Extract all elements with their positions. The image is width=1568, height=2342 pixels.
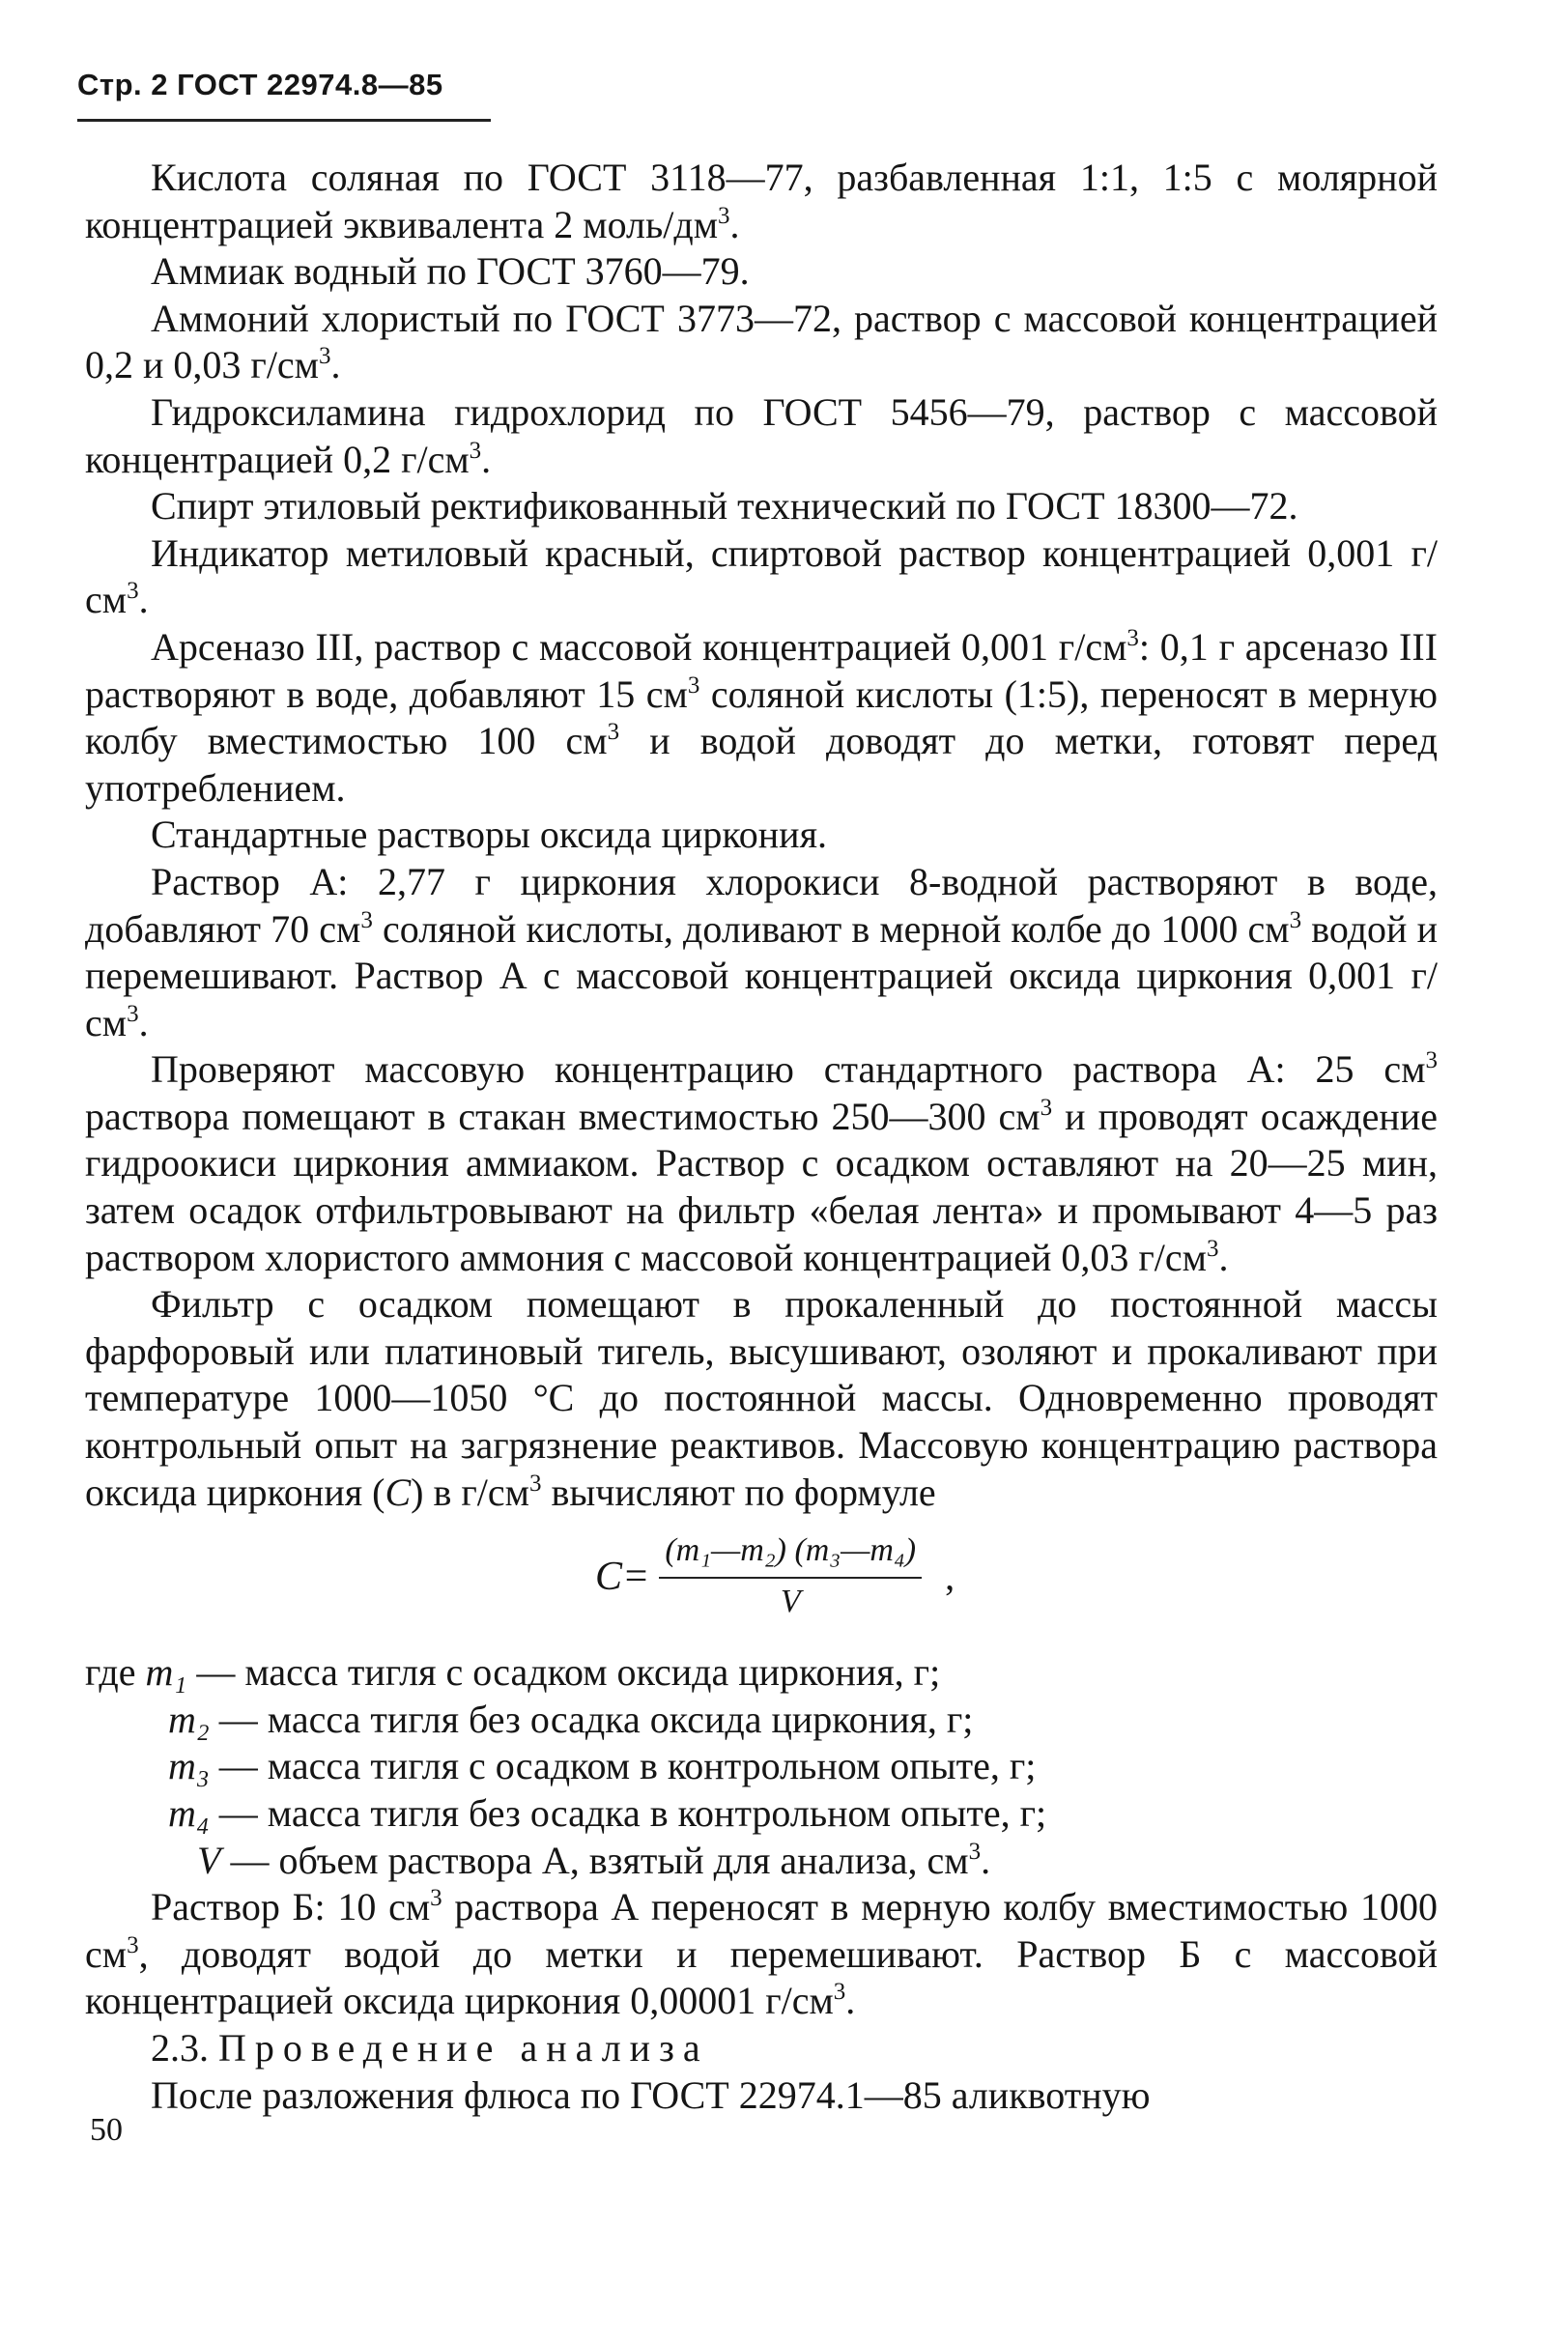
paragraph-solution-a: Раствор А: 2,77 г циркония хлорокиси 8-водной растворяют в воде, добавляют 70 $см^3$ соляной кислоты, доливают в мерной колбе до 1000 $см^3$ водой и перемешивают. Раствор А с массовой концентрацией оксида циркония 0,001 $г/см^3$. <box>85 859 1439 1044</box>
formula-fraction <box>659 1528 922 1625</box>
page-number: 50 <box>90 2112 123 2148</box>
paragraph-ammonia: Аммиак водный по ГОСТ 3760—79. <box>151 249 750 294</box>
paragraph-standard-solutions: Стандартные растворы оксида циркония. <box>151 813 827 857</box>
definition-v: V — объем раствора А, взятый для анализа, $см^3$. <box>197 1838 991 1882</box>
page-header: Стр. 2 ГОСТ 22974.8—85 <box>77 68 443 101</box>
formula-denominator: V <box>780 1583 801 1619</box>
definition-m3: m₃ — масса тигля с осадком в контрольном опыте, г; <box>168 1744 1037 1788</box>
formula-comma: , <box>945 1554 955 1598</box>
paragraph-methyl-red: Индикатор метиловый красный, спиртовой раствор концентрацией 0,001 $г/см^3$. <box>85 530 1438 622</box>
formula-numerator: (m₁—m₂) (m₃—m₄) <box>659 1528 922 1579</box>
definition-m2: m₂ — масса тигля без осадка оксида циркония, г; <box>168 1697 974 1741</box>
definition-m4: m₄ — масса тигля без осадка в контрольном опыте, г; <box>168 1791 1047 1835</box>
section-heading-2-3: 2.3. Проведение анализа <box>151 2025 709 2070</box>
concentration-formula <box>85 1528 1438 1620</box>
paragraph-filter-procedure: Фильтр с осадком помещают в прокаленный до постоянной массы фарфоровый или платиновый тигель, высушивают, озоляют и прокаливают при температуре 1000—1050 °С до постоянной массы. Одновременно проводят контрольный опыт на загрязнение реактивов. Массовую концентрацию раствора оксида циркония (С) в $г/см^3$ вычисляют по формуле <box>85 1282 1438 1514</box>
definition-m1: где m₁ — масса тигля с осадком оксида циркония, г; <box>85 1650 941 1695</box>
header-rule <box>77 119 491 122</box>
paragraph-analysis-start: После разложения флюса по ГОСТ 22974.1—85 аликвотную <box>151 2072 1151 2117</box>
paragraph-hydroxylamine: Гидроксиламина гидрохлорид по ГОСТ 5456—79, раствор с массовой концентрацией 0,2 $г/см^3$. <box>85 389 1438 481</box>
document-body <box>85 155 1438 2119</box>
paragraph-ethyl-alcohol: Спирт этиловый ректификованный технический по ГОСТ 18300—72. <box>151 484 1298 528</box>
paragraph-ammonium-chloride: Аммоний хлористый по ГОСТ 3773—72, раствор с массовой концентрацией 0,2 и 0,03 $г/см^3$. <box>85 296 1438 387</box>
paragraph-arsenazo: Арсеназо III, раствор с массовой концентрацией 0,001 $г/см^3$: 0,1 г арсеназо III растворяют в воде, добавляют 15 $см^3$ соляной кислоты (1:5), переносят в мерную колбу вместимостью 100 $см^3$ и водой доводят до метки, готовят перед употреблением. <box>85 624 1439 810</box>
paragraph-solution-b: Раствор Б: 10 $см^3$ раствора А переносят в мерную колбу вместимостью 1000 $см^3$, доводят водой до метки и перемешивают. Раствор Б с массовой концентрацией оксида циркония 0,00001 $г/см^3$. <box>85 1885 1439 2023</box>
paragraph-hydrochloric-acid: Кислота соляная по ГОСТ 3118—77, разбавленная 1:1, 1:5 с молярной концентрацией эквивалента 2 моль/$дм^3$. <box>85 156 1438 246</box>
paragraph-check-concentration: Проверяют массовую концентрацию стандартного раствора А: 25 $см^3$ раствора помещают в стакан вместимостью 250—300 $см^3$ и проводят осаждение гидроокиси циркония аммиаком. Раствор с осадком оставляют на 20—25 мин, затем осадок отфильтровывают на фильтр «белая лента» и промывают 4—5 раз раствором хлористого аммония с массовой концентрацией 0,03 $г/см^3$. <box>85 1047 1438 1279</box>
variable-definitions <box>85 1649 1438 1884</box>
formula-lhs: C= <box>595 1554 650 1599</box>
